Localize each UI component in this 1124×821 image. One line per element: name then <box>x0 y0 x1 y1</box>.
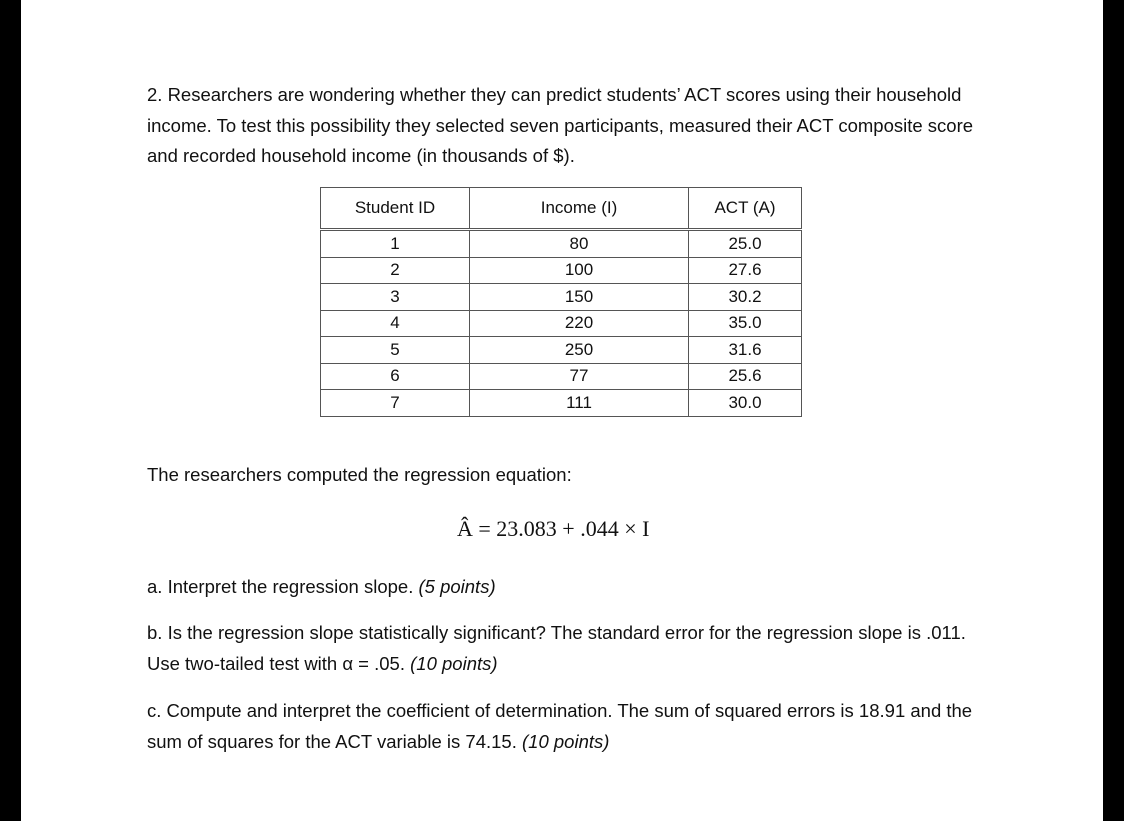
table-row <box>321 363 802 390</box>
question-c <box>147 696 977 757</box>
cell-income: 150 <box>470 284 689 311</box>
cell-student-id: 2 <box>321 257 470 284</box>
question-b-points: (10 points) <box>410 652 498 674</box>
cell-act: 25.6 <box>689 363 802 390</box>
table-row <box>321 284 802 311</box>
header-income: Income (I) <box>470 188 689 230</box>
cell-act: 31.6 <box>689 337 802 364</box>
question-a-text: a. Interpret the regression slope. <box>147 576 419 597</box>
table-row <box>321 230 802 258</box>
question-b-text: b. Is the regression slope statistically significant? The standard error for the regression slope is .011. Use two-tailed test with α = .05. <box>147 622 966 674</box>
question-b <box>147 618 977 679</box>
regression-equation: Â = 23.083 + .044 × I <box>457 516 650 541</box>
cell-student-id: 6 <box>321 363 470 390</box>
cell-act: 35.0 <box>689 310 802 337</box>
cell-act: 25.0 <box>689 230 802 258</box>
question-c-text: c. Compute and interpret the coefficient of determination. The sum of squared errors is 18.91 and the sum of squares for the ACT variable is 74.15. <box>147 700 973 752</box>
table-row <box>321 390 802 417</box>
header-student-id: Student ID <box>321 188 470 230</box>
cell-student-id: 7 <box>321 390 470 417</box>
problem-intro: 2. Researchers are wondering whether they can predict students’ ACT scores using their household income. To test this possibility they selected seven participants, measured their ACT composite score and recorded household income (in thousands of $). <box>147 84 974 166</box>
document-page <box>21 0 1103 821</box>
cell-act: 27.6 <box>689 257 802 284</box>
cell-income: 250 <box>470 337 689 364</box>
question-a <box>147 572 977 603</box>
header-act: ACT (A) <box>689 188 802 230</box>
cell-student-id: 4 <box>321 310 470 337</box>
cell-income: 220 <box>470 310 689 337</box>
cell-income: 80 <box>470 230 689 258</box>
regression-lead: The researchers computed the regression equation: <box>147 464 572 485</box>
table-row <box>321 337 802 364</box>
cell-act: 30.2 <box>689 284 802 311</box>
cell-student-id: 5 <box>321 337 470 364</box>
table-row <box>321 310 802 337</box>
data-table <box>320 187 802 417</box>
cell-income: 77 <box>470 363 689 390</box>
cell-act: 30.0 <box>689 390 802 417</box>
question-c-points: (10 points) <box>522 730 610 752</box>
table-header-row <box>321 188 802 230</box>
cell-student-id: 1 <box>321 230 470 258</box>
cell-student-id: 3 <box>321 284 470 311</box>
cell-income: 100 <box>470 257 689 284</box>
cell-income: 111 <box>470 390 689 417</box>
question-a-points: (5 points) <box>418 576 496 597</box>
table-row <box>321 257 802 284</box>
